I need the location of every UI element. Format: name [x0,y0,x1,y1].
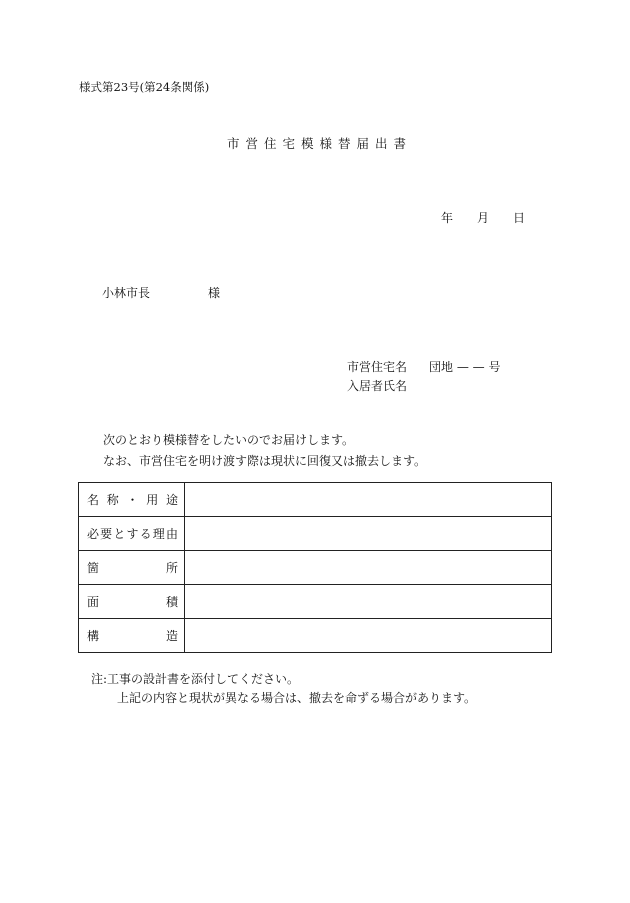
label-char: 積 [165,594,178,609]
row-value-field[interactable] [185,483,552,517]
label-char: と [113,526,126,541]
table-row [79,585,552,619]
form-table [78,482,552,653]
label-char: 要 [100,526,113,541]
date-month: 月 [477,211,490,225]
row-value-field[interactable] [185,517,552,551]
addressee [102,287,220,299]
date-day: 日 [513,211,526,225]
addressee-name: 小林市長 [102,286,151,300]
row-label [79,585,185,619]
intro-line-2: なお、市営住宅を明け渡す際は現状に回復又は撤去します。 [103,454,427,468]
label-char: 称 [106,492,119,507]
row-label [79,619,185,653]
applicant-name-label: 入居者氏名 [347,379,408,393]
note-line-2: 上記の内容と現状が異なる場合は、撤去を命ずる場合があります。 [117,691,477,705]
row-label [79,483,185,517]
label-char: 造 [165,628,178,643]
form-number: 様式第23号(第24条関係) [79,80,210,94]
label-char: 必 [87,526,100,541]
date-year: 年 [441,211,454,225]
table-row [79,619,552,653]
date-line [441,212,525,224]
note-line-1: 注:工事の設計書を添付してください。 [91,672,300,686]
label-char: 所 [165,560,178,575]
label-char: 用 [146,492,159,507]
label-char: す [126,526,139,541]
housing-label: 市営住宅名 [347,360,408,374]
table-row [79,483,552,517]
housing-value: 団地 — — 号 [429,360,501,374]
addressee-honorific: 様 [208,286,221,300]
row-value-field[interactable] [185,619,552,653]
row-label [79,517,185,551]
document-title: 市営住宅模様替届出書 [227,136,413,151]
row-value-field[interactable] [185,551,552,585]
label-char: 箇 [87,560,100,575]
row-label [79,551,185,585]
label-char: 名 [87,492,100,507]
table-row [79,551,552,585]
label-char: 由 [165,526,178,541]
label-char: 理 [152,526,165,541]
intro-line-1: 次のとおり模様替をしたいのでお届けします。 [103,433,355,447]
table-row [79,517,552,551]
label-char: ・ [126,492,139,507]
label-char: 面 [87,594,100,609]
applicant-housing [347,361,500,373]
label-char: 構 [87,628,100,643]
row-value-field[interactable] [185,585,552,619]
label-char: 途 [165,492,178,507]
label-char: る [139,526,152,541]
